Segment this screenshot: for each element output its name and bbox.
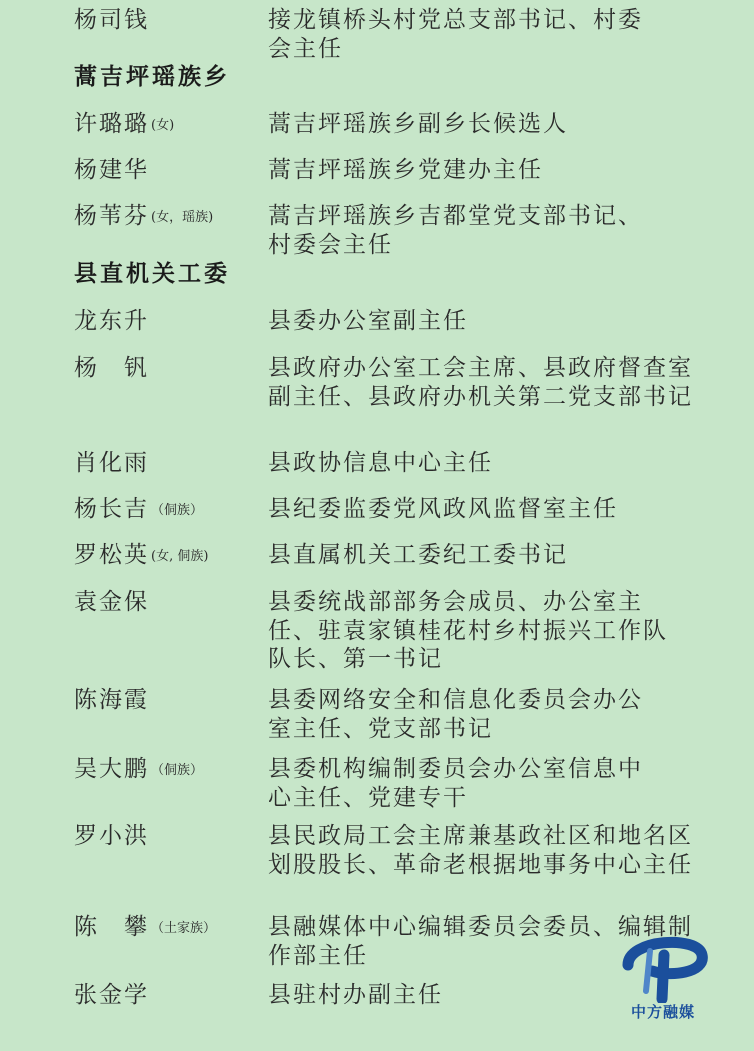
person-role: 县融媒体中心编辑委员会委员、编辑制作部主任 xyxy=(268,914,693,969)
person-name: 吴大鹏 （侗族） xyxy=(74,756,204,782)
person-name: 杨长吉 （侗族） xyxy=(74,496,204,522)
person-name: 罗松英 (女, 侗族) xyxy=(74,542,209,568)
person-name: 陈 攀 （土家族） xyxy=(74,914,217,940)
person-role: 县驻村办副主任 xyxy=(268,982,443,1008)
section-heading: 蒿吉坪瑶族乡 xyxy=(74,63,230,90)
section-heading: 县直机关工委 xyxy=(74,260,230,287)
person-role: 县委统战部部务会成员、办公室主任、驻袁家镇桂花村乡村振兴工作队队长、第一书记 xyxy=(268,589,668,672)
person-role: 县政府办公室工会主席、县政府督查室副主任、县政府办机关第二党支部书记 xyxy=(268,355,693,410)
zhongfang-media-logo xyxy=(608,925,718,1025)
person-name: 龙东升 xyxy=(74,308,149,334)
person-name: 杨建华 xyxy=(74,157,149,183)
person-role: 县委网络安全和信息化委员会办公室主任、党支部书记 xyxy=(268,687,643,742)
logo-text: 中方融媒 xyxy=(630,1003,695,1021)
person-name: 袁金保 xyxy=(74,589,149,615)
person-role: 县直属机关工委纪工委书记 xyxy=(268,542,568,568)
person-role: 蒿吉坪瑶族乡吉都堂党支部书记、村委会主任 xyxy=(268,203,643,258)
person-name: 杨苇芬 (女，瑶族) xyxy=(74,203,214,229)
person-role: 接龙镇桥头村党总支部书记、村委会主任 xyxy=(268,7,643,62)
person-role: 县民政局工会主席兼基政社区和地名区划股股长、革命老根据地事务中心主任 xyxy=(268,823,693,878)
person-name: 杨 钒 xyxy=(74,355,149,381)
person-role: 县纪委监委党风政风监督室主任 xyxy=(268,496,618,522)
person-name: 许璐璐 (女) xyxy=(74,111,175,137)
person-role: 蒿吉坪瑶族乡副乡长候选人 xyxy=(268,111,568,137)
person-name: 杨司钱 xyxy=(74,7,149,33)
person-name: 罗小洪 xyxy=(74,823,149,849)
person-role: 县委办公室副主任 xyxy=(268,308,468,334)
person-name: 肖化雨 xyxy=(74,450,149,476)
person-role: 县委机构编制委员会办公室信息中心主任、党建专干 xyxy=(268,756,643,811)
person-role: 县政协信息中心主任 xyxy=(268,450,493,476)
person-name: 陈海霞 xyxy=(74,687,149,713)
logo-icon xyxy=(608,925,718,1003)
person-role: 蒿吉坪瑶族乡党建办主任 xyxy=(268,157,543,183)
person-name: 张金学 xyxy=(74,982,149,1008)
